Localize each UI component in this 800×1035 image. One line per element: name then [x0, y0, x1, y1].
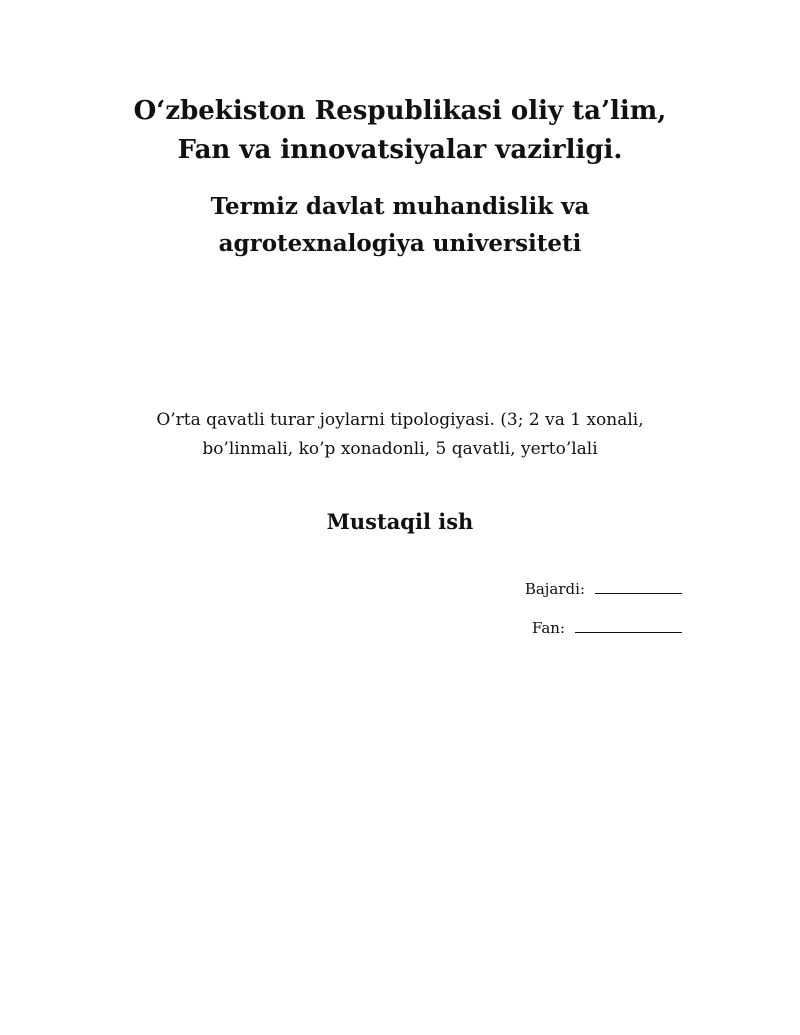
- work-type-title: Mustaqil ish: [326, 509, 474, 534]
- university-line-2: agrotexnalogiya universiteti: [218, 230, 582, 257]
- fan-field: [532, 617, 682, 639]
- university-line-1: Termiz davlat muhandislik va: [210, 193, 590, 220]
- topic-line-1: O’rta qavatli turar joylarni tipologiyasi. (3; 2 va 1 xonali,: [156, 410, 644, 430]
- fan-label: Fan:: [531, 619, 565, 637]
- ministry-heading: [0, 92, 800, 170]
- topic-line-2: bo’linmali, ko’p xonadonli, 5 qavatli, yerto’lali: [202, 439, 598, 459]
- bajardi-label: Bajardi:: [524, 580, 585, 598]
- bajardi-field: [525, 578, 682, 600]
- bajardi-blank-line: [595, 579, 682, 594]
- topic-text: [0, 406, 800, 464]
- ministry-line-2: Fan va innovatsiyalar vazirligi.: [177, 135, 623, 165]
- ministry-line-1: O‘zbekiston Respublikasi oliy ta’lim,: [133, 96, 667, 126]
- university-heading: [0, 188, 800, 262]
- fan-blank-line: [575, 618, 682, 633]
